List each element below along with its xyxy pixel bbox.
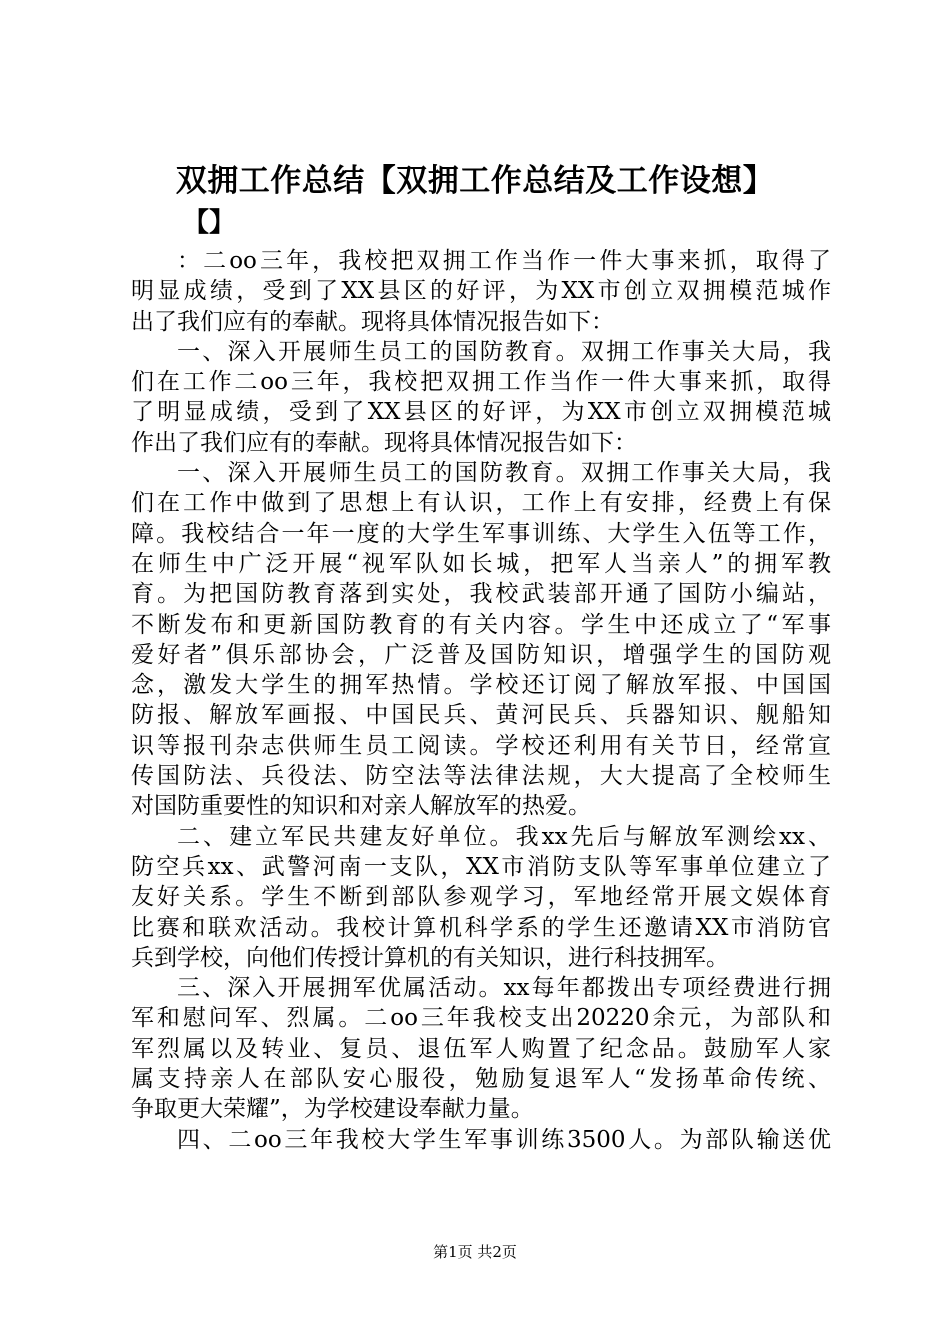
body-line: 念，激发大学生的拥军热情。学校还订阅了解放军报、中国国 (131, 672, 831, 699)
body-line: 一、深入开展师生员工的国防教育。双拥工作事关大局，我 (177, 460, 831, 487)
document-body (131, 246, 831, 1155)
body-line: 三、深入开展拥军优属活动。xx每年都拨出专项经费进行拥 (177, 975, 831, 1002)
body-line: 对国防重要性的知识和对亲人解放军的热爱。 (131, 793, 591, 820)
page-footer: 第1页 共2页 (433, 1243, 517, 1261)
body-line: 防空兵xx、武警河南一支队，XX市消防支队等军事单位建立了 (131, 853, 831, 880)
body-line: 育。为把国防教育落到实处，我校武装部开通了国防小编站， (131, 581, 831, 608)
body-line: 明显成绩，受到了XX县区的好评，为XX市创立双拥模范城作 (131, 278, 831, 305)
body-line: 障。我校结合一年一度的大学生军事训练、大学生入伍等工作， (131, 520, 831, 547)
body-line: 一、深入开展师生员工的国防教育。双拥工作事关大局，我 (177, 338, 831, 365)
body-line: 争取更大荣耀”，为学校建设奉献力量。 (131, 1096, 534, 1123)
document-subtitle: 【】 (183, 208, 236, 238)
body-line: 属支持亲人在部队安心服役，勉励复退军人“发扬革命传统、 (131, 1066, 831, 1093)
body-line: 识等报刊杂志供师生员工阅读。学校还利用有关节日，经常宣 (131, 732, 831, 759)
body-line: 二、建立军民共建友好单位。我xx先后与解放军测绘xx、 (177, 823, 831, 850)
body-line: 防报、解放军画报、中国民兵、黄河民兵、兵器知识、舰船知 (131, 702, 831, 729)
body-line: 军和慰问军、烈属。二oo三年我校支出20220余元，为部队和 (131, 1005, 831, 1032)
body-line: 军烈属以及转业、复员、退伍军人购置了纪念品。鼓励军人家 (131, 1035, 831, 1062)
body-line: 在师生中广泛开展“视军队如长城，把军人当亲人”的拥军教 (131, 550, 831, 577)
body-line: 比赛和联欢活动。我校计算机科学系的学生还邀请XX市消防官 (131, 914, 831, 941)
body-line: 了明显成绩，受到了XX县区的好评，为XX市创立双拥模范城 (131, 399, 831, 426)
body-line: ：二oo三年，我校把双拥工作当作一件大事来抓，取得了 (177, 248, 831, 274)
body-line: 兵到学校，向他们传授计算机的有关知识，进行科技拥军。 (131, 944, 729, 971)
body-line: 爱好者”俱乐部协会，广泛普及国防知识，增强学生的国防观 (131, 641, 831, 668)
body-line: 出了我们应有的奉献。现将具体情况报告如下： (131, 308, 614, 335)
body-line: 们在工作二oo三年，我校把双拥工作当作一件大事来抓，取得 (131, 369, 831, 396)
body-line: 们在工作中做到了思想上有认识，工作上有安排，经费上有保 (131, 490, 831, 517)
body-line: 传国防法、兵役法、防空法等法律法规，大大提高了全校师生 (131, 763, 831, 790)
body-line: 四、二oo三年我校大学生军事训练3500人。为部队输送优 (177, 1126, 831, 1153)
body-line: 作出了我们应有的奉献。现将具体情况报告如下： (131, 429, 637, 456)
body-line: 不断发布和更新国防教育的有关内容。学生中还成立了“军事 (131, 611, 831, 638)
body-line: 友好关系。学生不断到部队参观学习，军地经常开展文娱体育 (131, 884, 831, 911)
document-title: 双拥工作总结【双拥工作总结及工作设想】 (175, 163, 775, 199)
